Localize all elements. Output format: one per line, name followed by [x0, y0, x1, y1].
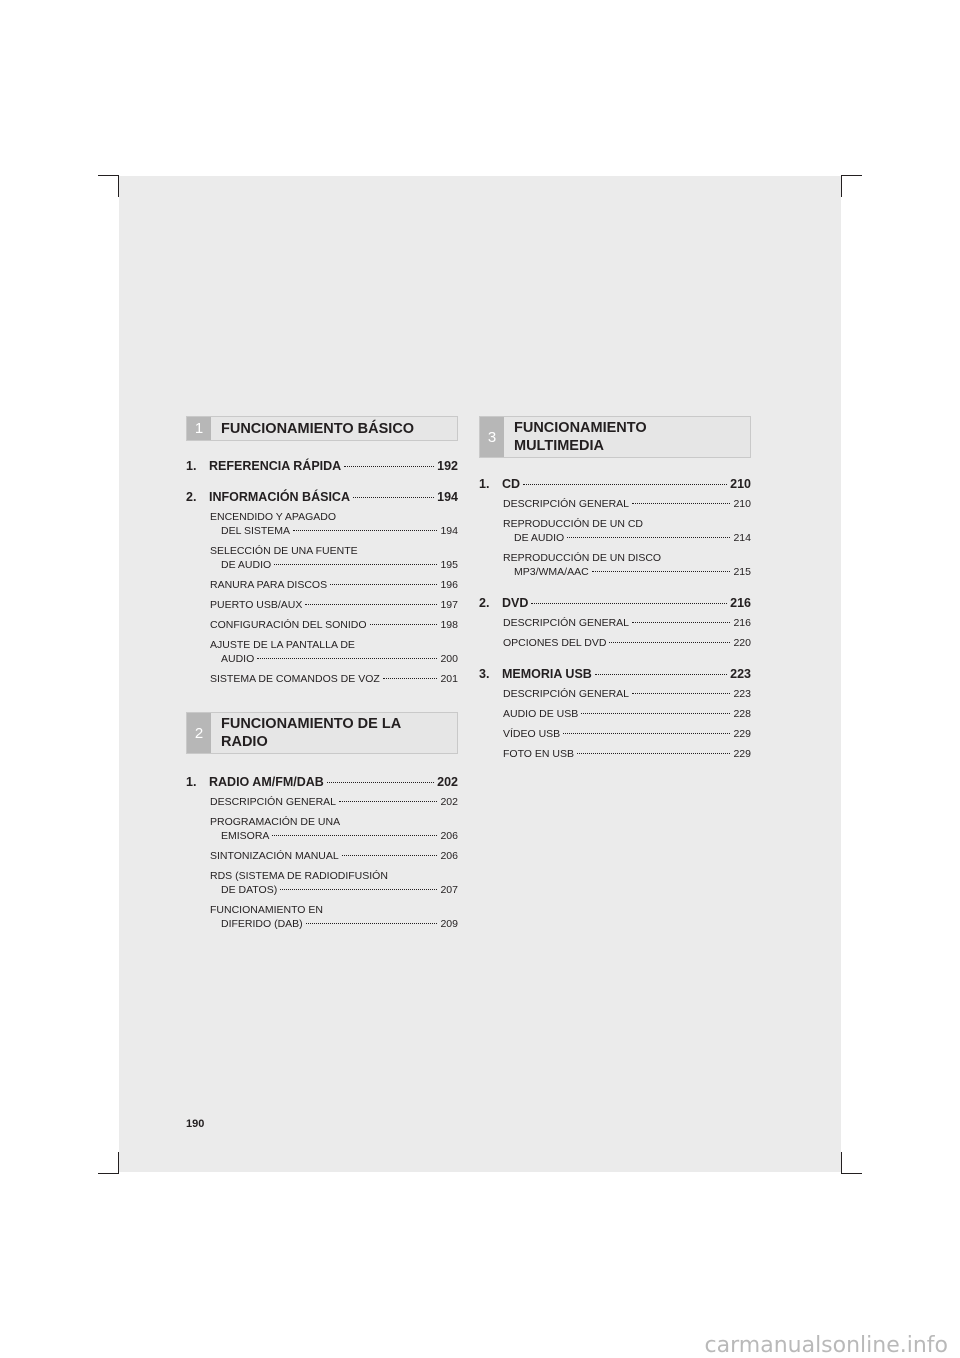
toc-subentry[interactable]: [210, 544, 458, 572]
crop-mark: [118, 1152, 119, 1174]
dot-leader: [563, 732, 730, 734]
subentry-label: AJUSTE DE LA PANTALLA DE: [210, 639, 355, 651]
toc-entry[interactable]: [186, 459, 458, 473]
subentry-label: DESCRIPCIÓN GENERAL: [503, 688, 630, 700]
subentry-page: 201: [440, 673, 458, 685]
subentry-page: 229: [733, 728, 751, 740]
section-number: 2: [187, 713, 211, 753]
dot-leader: [344, 465, 434, 467]
dot-leader: [327, 781, 434, 783]
toc-subentry[interactable]: [503, 616, 751, 630]
section-title-line1: FUNCIONAMIENTO DE LA: [221, 716, 402, 732]
dot-leader: [592, 570, 731, 572]
crop-mark: [841, 1152, 842, 1174]
dot-leader: [595, 673, 727, 675]
subentry-label: DESCRIPCIÓN GENERAL: [503, 617, 630, 629]
section-title-line2: RADIO: [221, 734, 268, 750]
entry-index: 3.: [479, 667, 490, 681]
subentry-label: ENCENDIDO Y APAGADO: [210, 511, 337, 523]
toc-subentry[interactable]: [210, 869, 458, 897]
subentry-page: 207: [440, 884, 458, 896]
dot-leader: [274, 563, 437, 565]
entry-label: RADIO AM/FM/DAB: [209, 775, 324, 789]
subentry-label-cont: DIFERIDO (DAB): [221, 918, 303, 930]
subentry-page: 209: [440, 918, 458, 930]
section-number: 3: [480, 417, 504, 457]
entry-page: 216: [730, 596, 751, 610]
entry-label: REFERENCIA RÁPIDA: [209, 459, 342, 473]
toc-subentry[interactable]: [503, 707, 751, 721]
subentry-page: 200: [440, 653, 458, 665]
entry-index: 1.: [479, 477, 490, 491]
dot-leader: [339, 800, 437, 802]
toc-subentry[interactable]: [210, 903, 458, 931]
subentry-page: 228: [733, 708, 751, 720]
subentry-page: 196: [440, 579, 458, 591]
section-title: [504, 417, 653, 457]
subentry-page: 223: [733, 688, 751, 700]
entry-index: 2.: [186, 490, 197, 504]
dot-leader: [305, 603, 437, 605]
toc-entry[interactable]: [479, 596, 751, 610]
page-number: 190: [186, 1118, 205, 1130]
subentry-label: REPRODUCCIÓN DE UN CD: [503, 518, 644, 530]
subentry-page: 214: [733, 532, 751, 544]
subentry-page: 195: [440, 559, 458, 571]
toc-subentry[interactable]: [503, 517, 751, 545]
toc-entry[interactable]: [479, 667, 751, 681]
subentry-page: 197: [440, 599, 458, 611]
entry-index: 1.: [186, 775, 197, 789]
toc-entry[interactable]: [479, 477, 751, 491]
subentry-label-cont: DE AUDIO: [221, 559, 272, 571]
dot-leader: [353, 496, 434, 498]
toc-entry[interactable]: [186, 775, 458, 789]
dot-leader: [632, 502, 730, 504]
section-title: [211, 713, 407, 753]
subentry-label: REPRODUCCIÓN DE UN DISCO: [503, 552, 662, 564]
subentry-label: OPCIONES DEL DVD: [503, 637, 607, 649]
subentry-label: AUDIO DE USB: [503, 708, 579, 720]
entry-page: 223: [730, 667, 751, 681]
subentry-page: 206: [440, 850, 458, 862]
toc-subentry[interactable]: [210, 795, 458, 809]
entry-page: 194: [437, 490, 458, 504]
watermark: carmanualsonline.info: [704, 1333, 948, 1358]
dot-leader: [577, 752, 730, 754]
subentry-page: 202: [440, 796, 458, 808]
subentry-page: 215: [733, 566, 751, 578]
dot-leader: [632, 692, 730, 694]
toc-subentry[interactable]: [210, 598, 458, 612]
subentry-label: SELECCIÓN DE UNA FUENTE: [210, 545, 358, 557]
subentry-label-cont: EMISORA: [221, 830, 270, 842]
subentry-label-cont: DEL SISTEMA: [221, 525, 291, 537]
toc-subentry[interactable]: [210, 510, 458, 538]
subentry-label: DESCRIPCIÓN GENERAL: [503, 498, 630, 510]
subentry-page: 220: [733, 637, 751, 649]
subentry-label-cont: AUDIO: [221, 653, 255, 665]
dot-leader: [306, 922, 438, 924]
subentry-page: 210: [733, 498, 751, 510]
entry-label: MEMORIA USB: [502, 667, 592, 681]
section-header: [186, 416, 458, 441]
section-header: [479, 416, 751, 458]
section-header: [186, 712, 458, 754]
subentry-label: DESCRIPCIÓN GENERAL: [210, 796, 337, 808]
subentry-page: 198: [440, 619, 458, 631]
toc-subentry[interactable]: [503, 636, 751, 650]
dot-leader: [383, 677, 438, 679]
toc-column-right: [479, 416, 751, 761]
dot-leader: [531, 602, 727, 604]
section-title: FUNCIONAMIENTO BÁSICO: [221, 420, 415, 437]
subentry-label: RDS (SISTEMA DE RADIODIFUSIÓN: [210, 870, 388, 882]
entry-label: INFORMACIÓN BÁSICA: [209, 490, 350, 504]
dot-leader: [272, 834, 437, 836]
dot-leader: [581, 712, 730, 714]
toc-subentry[interactable]: [503, 747, 751, 761]
subentry-label-cont: DE DATOS): [221, 884, 278, 896]
entry-page: 192: [437, 459, 458, 473]
subentry-label: SISTEMA DE COMANDOS DE VOZ: [210, 673, 380, 685]
subentry-label: CONFIGURACIÓN DEL SONIDO: [210, 619, 367, 631]
subentry-label: SINTONIZACIÓN MANUAL: [210, 850, 339, 862]
toc-subentry[interactable]: [210, 578, 458, 592]
subentry-page: 206: [440, 830, 458, 842]
dot-leader: [567, 536, 730, 538]
crop-mark: [98, 175, 118, 176]
dot-leader: [632, 621, 730, 623]
section-title-line2: MULTIMEDIA: [514, 438, 604, 454]
toc-subentry[interactable]: [210, 672, 458, 686]
toc-subentry[interactable]: [210, 618, 458, 632]
toc-subentry[interactable]: [503, 551, 751, 579]
entry-index: 1.: [186, 459, 197, 473]
dot-leader: [330, 583, 437, 585]
subentry-page: 216: [733, 617, 751, 629]
entry-label: CD: [502, 477, 521, 491]
entry-index: 2.: [479, 596, 490, 610]
subentry-page: 194: [440, 525, 458, 537]
dot-leader: [609, 641, 730, 643]
dot-leader: [280, 888, 437, 890]
entry-label: DVD: [502, 596, 529, 610]
toc-column-left: [186, 416, 458, 931]
toc-entry[interactable]: [186, 490, 458, 504]
crop-mark: [98, 1173, 118, 1174]
subentry-page: 229: [733, 748, 751, 760]
subentry-label: PROGRAMACIÓN DE UNA: [210, 816, 341, 828]
subentry-label-cont: DE AUDIO: [514, 532, 565, 544]
crop-mark: [842, 175, 862, 176]
dot-leader: [523, 483, 727, 485]
dot-leader: [293, 529, 437, 531]
toc-subentry[interactable]: [503, 497, 751, 511]
toc-subentry[interactable]: [210, 849, 458, 863]
entry-page: 210: [730, 477, 751, 491]
subentry-label: PUERTO USB/AUX: [210, 599, 303, 611]
toc-subentry[interactable]: [503, 687, 751, 701]
subentry-label: FUNCIONAMIENTO EN: [210, 904, 323, 916]
crop-mark: [118, 175, 119, 197]
subentry-label: VÍDEO USB: [503, 728, 561, 740]
section-number: 1: [187, 417, 211, 440]
subentry-label: RANURA PARA DISCOS: [210, 579, 328, 591]
dot-leader: [370, 623, 438, 625]
crop-mark: [842, 1173, 862, 1174]
crop-mark: [841, 175, 842, 197]
dot-leader: [257, 657, 437, 659]
entry-page: 202: [437, 775, 458, 789]
section-title-line1: FUNCIONAMIENTO: [514, 420, 647, 436]
toc-subentry[interactable]: [503, 727, 751, 741]
dot-leader: [342, 854, 438, 856]
toc-subentry[interactable]: [210, 638, 458, 666]
subentry-label: FOTO EN USB: [503, 748, 574, 760]
subentry-label-cont: MP3/WMA/AAC: [514, 566, 589, 578]
toc-subentry[interactable]: [210, 815, 458, 843]
